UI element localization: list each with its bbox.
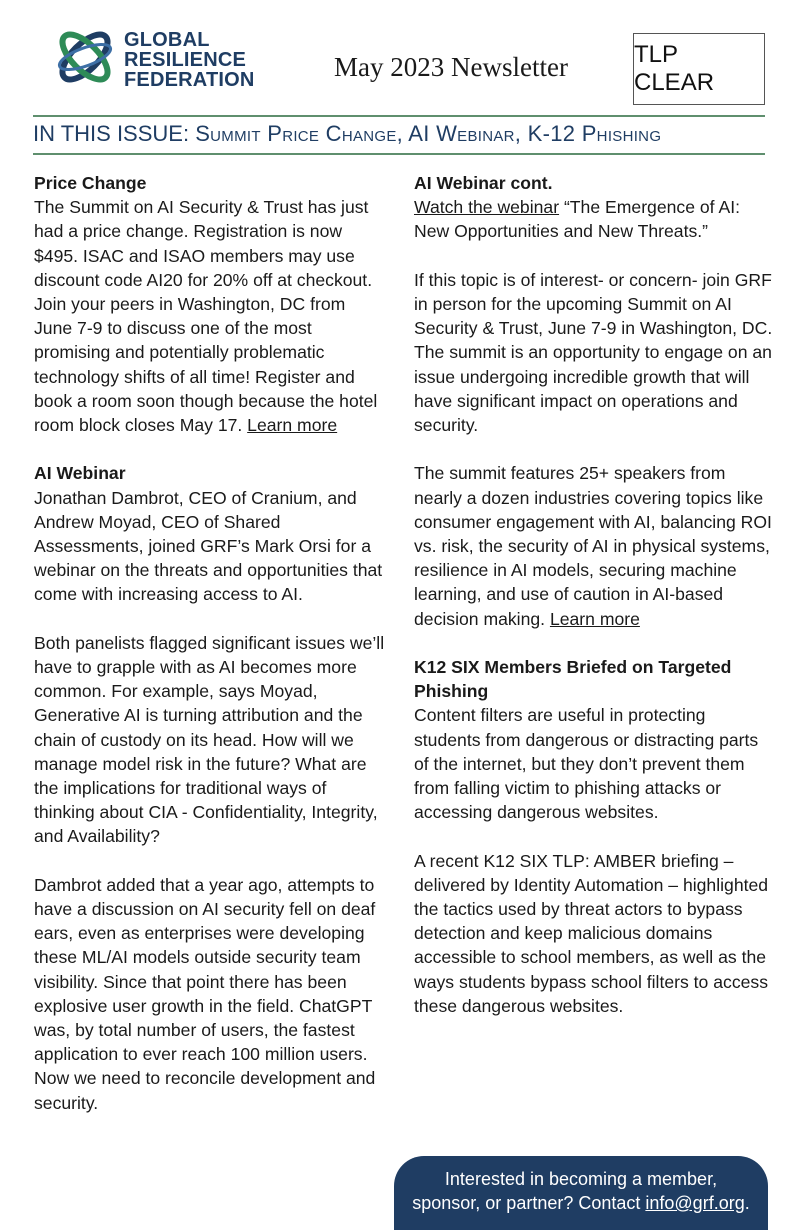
tlp-badge xyxy=(633,33,765,105)
contact-email-link[interactable]: info@grf.org xyxy=(645,1193,745,1213)
ai-webinar-para-1: Jonathan Dambrot, CEO of Cranium, and Andrew Moyad, CEO of Shared Assessments, joined GRF’s Mark Orsi for a webinar on the threats and opportunities that come with increasing access to AI. xyxy=(34,487,383,605)
cta-line-2-prefix: sponsor, or partner? Contact xyxy=(412,1193,646,1213)
logo-line-3: FEDERATION xyxy=(124,69,255,91)
newsletter-title: May 2023 Newsletter xyxy=(334,52,568,82)
issue-prefix: IN THIS ISSUE: xyxy=(33,121,196,146)
ai-webinar-para-2: Both panelists flagged significant issues we’ll have to grapple with as AI becomes more common. For example, says Moyad, Generative AI is turning attribution and the chain of custody on its head. How will we manage model risk in the future? What are the implications for traditional ways of thinking about CIA - Confidentiality, Integrity, and Availability? xyxy=(34,632,385,847)
grf-logo[interactable] xyxy=(52,22,267,96)
price-change-heading: Price Change xyxy=(34,173,147,193)
issue-topics: Summit Price Change, AI Webinar, K-12 Phishing xyxy=(195,121,662,146)
grf-globe-icon xyxy=(52,24,118,90)
webinar-cont-heading: AI Webinar cont. xyxy=(414,173,553,193)
divider-top xyxy=(33,115,765,117)
cta-line-1: Interested in becoming a member, xyxy=(444,1169,718,1189)
webinar-cont-para-3 xyxy=(414,461,774,630)
price-change-body xyxy=(34,195,386,437)
k12-para-2: A recent K12 SIX TLP: AMBER briefing – delivered by Identity Automation – highlighted the tactics used by threat actors to bypass detection and keep malicious domains accessible to school members, as well as the ways students bypass school filters to access these dangerous websites. xyxy=(414,850,769,1016)
webinar-cont-para-2: If this topic is of interest- or concern- join GRF in person for the upcoming Summit on AI Security & Trust, June 7-9 in Washington, DC. The summit is an opportunity to engage on an issue undergoing incredible growth that will have significant impact on operations and security. xyxy=(414,269,773,436)
price-change-learn-more-link[interactable]: Learn more xyxy=(247,415,338,436)
logo-wordmark xyxy=(124,30,255,90)
summit-learn-more-link[interactable]: Learn more xyxy=(549,608,640,629)
ai-webinar-heading: AI Webinar xyxy=(34,463,126,484)
price-change-text: The Summit on AI Security & Trust has just had a price change. Registration is now $495. ISAC and ISAO members may use discount code AI20 for 20% off at checkout. Join your peers in Washington, DC from June 7-9 to discuss one of the most promising and potentially problematic technology shifts of all time! Register and book a room soon though because the hotel room block closes May 17. xyxy=(34,197,378,436)
ai-webinar-para-3: Dambrot added that a year ago, attempts to have a discussion on AI security fell on deaf ears, even as enterprises were developing these ML/AI models outside security team visibility. Since that point there has been explosive user growth in the field. ChatGPT was, by total number of users, the fastest application to ever reach 100 million users. Now we need to reconcile development and security. xyxy=(34,874,376,1113)
right-column xyxy=(414,171,774,1042)
logo-line-1: GLOBAL xyxy=(124,29,210,51)
membership-cta-banner xyxy=(394,1156,768,1230)
logo-line-2: RESILIENCE xyxy=(124,49,247,71)
tlp-label: TLP CLEAR xyxy=(634,41,715,96)
cta-line-2 xyxy=(394,1191,768,1215)
issue-banner xyxy=(33,121,661,147)
webinar-title-text: “The Emergence of AI: New Opportunities and New Threats.” xyxy=(414,197,740,242)
summit-features-text: The summit features 25+ speakers from nearly a dozen industries covering topics like consumer engagement with AI, balancing ROI vs. risk, the security of AI in physical systems, resilience in AI models, securing machine learning, and use of caution in AI-based decision making. xyxy=(414,463,772,629)
left-column xyxy=(34,171,386,1139)
divider-bottom xyxy=(33,153,765,155)
k12-heading: K12 SIX Members Briefed on Targeted Phishing xyxy=(414,657,732,702)
k12-para-1: Content filters are useful in protecting students from dangerous or distracting parts of the internet, but they don’t prevent them from falling victim to phishing attacks or accessing dangerous websites. xyxy=(414,705,759,823)
watch-webinar-link[interactable]: Watch the webinar xyxy=(414,197,560,218)
cta-line-2-suffix: . xyxy=(744,1193,750,1213)
webinar-cont-para-1 xyxy=(414,195,774,243)
